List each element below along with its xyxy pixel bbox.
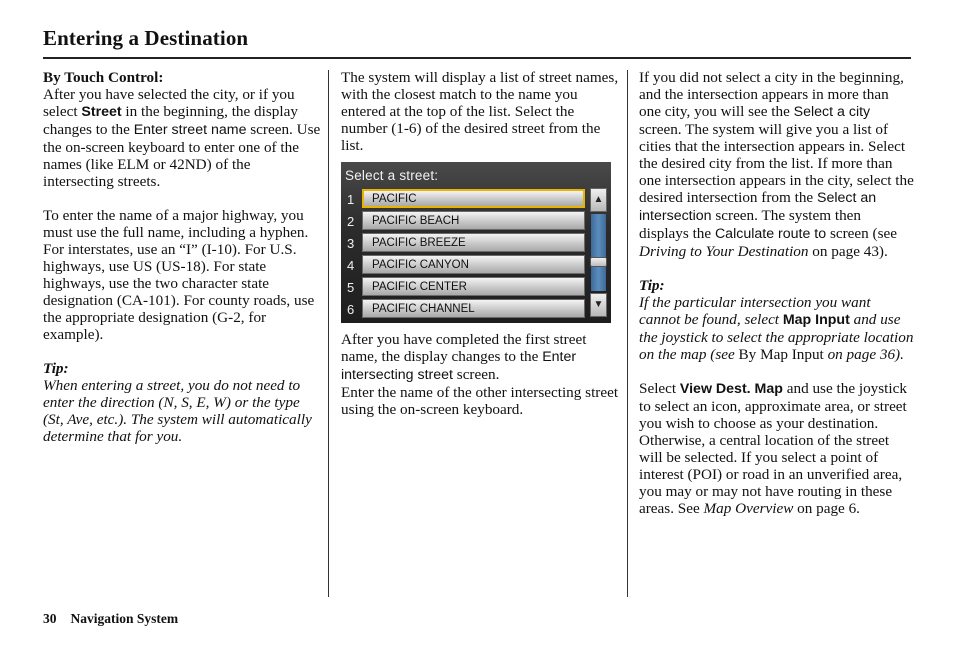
column-1 <box>43 69 321 445</box>
street-button[interactable]: PACIFIC <box>362 189 585 208</box>
enter-street-name-term: Enter street name <box>133 122 247 138</box>
item-number: 6 <box>347 302 355 317</box>
item-number: 2 <box>347 214 355 229</box>
select-street-screen <box>341 162 611 323</box>
paragraph-view-dest-map: Select View Dest. Map and use the joystick to select an icon, approximate area, or street you wish to choose as your destination. Otherwise, a central location of the street will be selected. If you select a point of interest (POI) or road in an unverified area, you may or may not have routing in these areas. See Map Overview on page 6. <box>639 380 907 517</box>
page-number: 30 <box>43 611 57 626</box>
scroll-up-arrow-icon[interactable]: ▲ <box>590 188 607 212</box>
item-number: 3 <box>347 236 355 251</box>
calculate-route-term: Calculate route to <box>714 226 827 242</box>
street-list-item[interactable] <box>341 188 587 210</box>
street-list-item[interactable] <box>341 276 587 298</box>
street-button[interactable]: PACIFIC CHANNEL <box>362 299 585 318</box>
street-list-item[interactable] <box>341 210 587 232</box>
map-input-term: Map Input <box>782 312 850 328</box>
paragraph-intersecting: After you have completed the first street name, the display changes to the Enter intersecting street screen. <box>341 331 587 383</box>
street-button[interactable]: PACIFIC CENTER <box>362 277 585 296</box>
select-a-city-term: Select a city <box>793 104 871 120</box>
street-button[interactable]: PACIFIC BREEZE <box>362 233 585 252</box>
scroll-down-arrow-icon[interactable]: ▼ <box>590 293 607 317</box>
street-list-item[interactable] <box>341 298 587 320</box>
item-number: 5 <box>347 280 355 295</box>
paragraph-highway: To enter the name of a major highway, you must use the full name, including a hyphen. For interstates, use an “I” (I-10). For U.S. highways, use US (US-18). For state highways, use the two character state designation (CA-101). For county roads, use the appropriate designation (G-2, for example). <box>43 207 315 343</box>
street-button[interactable]: PACIFIC CANYON <box>362 255 585 274</box>
paragraph-street-entry: After you have selected the city, or if you select Street in the beginning, the display changes to the Enter street name screen. Use the on-screen keyboard to enter one of the names (like ELM or 42ND) of the intersecting streets. <box>43 86 321 190</box>
item-number: 4 <box>347 258 355 273</box>
footer-label: Navigation System <box>70 611 179 626</box>
street-list-item[interactable] <box>341 254 587 276</box>
tip-label: Tip: <box>639 277 665 294</box>
scrollbar-track[interactable] <box>591 214 606 291</box>
enter-intersecting-street-term: Enter intersecting street <box>341 349 577 383</box>
paragraph-select-city: If you did not select a city in the beginning, and the intersection appears in more than one city, you will see the Select a city screen. The system will give you a list of cities that the intersection appears in. Select the desired city from the list. If more than one intersection appears in the city, select the desired intersection from the Select an intersection screen. The system then displays the Calculate route to screen (see Driving to Your Destination on page 43). <box>639 69 914 260</box>
scrollbar-thumb[interactable] <box>590 257 607 267</box>
street-button[interactable]: PACIFIC BEACH <box>362 211 585 230</box>
column-3 <box>639 69 914 517</box>
street-term: Street <box>81 104 122 120</box>
title-rule <box>43 57 911 59</box>
column-divider-2 <box>627 70 628 597</box>
section-heading: By Touch Control: <box>43 69 164 86</box>
select-an-intersection-term: Select an intersection <box>639 190 877 224</box>
page-reference: Driving to Your Destination <box>639 243 809 260</box>
paragraph-keyboard: Enter the name of the other intersecting street using the on-screen keyboard. <box>341 384 619 418</box>
column-divider-1 <box>328 70 329 597</box>
page-title: Entering a Destination <box>43 26 249 50</box>
item-number: 1 <box>347 192 355 207</box>
page-footer <box>43 611 178 627</box>
screen-header: Select a street: <box>345 168 439 183</box>
page-reference: Map Overview <box>703 500 794 517</box>
page-reference: By Map Input <box>738 346 824 363</box>
paragraph-street-list: The system will display a list of street names, with the closest match to the name you entered at the top of the list. Select the number (1-6) of the desired street from the list. <box>341 69 619 154</box>
view-dest-map-term: View Dest. Map <box>679 381 783 397</box>
column-2 <box>341 69 621 418</box>
tip-label: Tip: <box>43 360 69 377</box>
tip-text: When entering a street, you do not need to enter the direction (N, S, E, W) or the type (St, Ave, etc.). The system will automatically determine that for you. <box>43 377 312 445</box>
tip-text: If the particular intersection you want cannot be found, select Map Input and use the joystick to select the appropriate location on the map (see By Map Input on page 36). <box>639 294 914 363</box>
street-list-item[interactable] <box>341 232 587 254</box>
